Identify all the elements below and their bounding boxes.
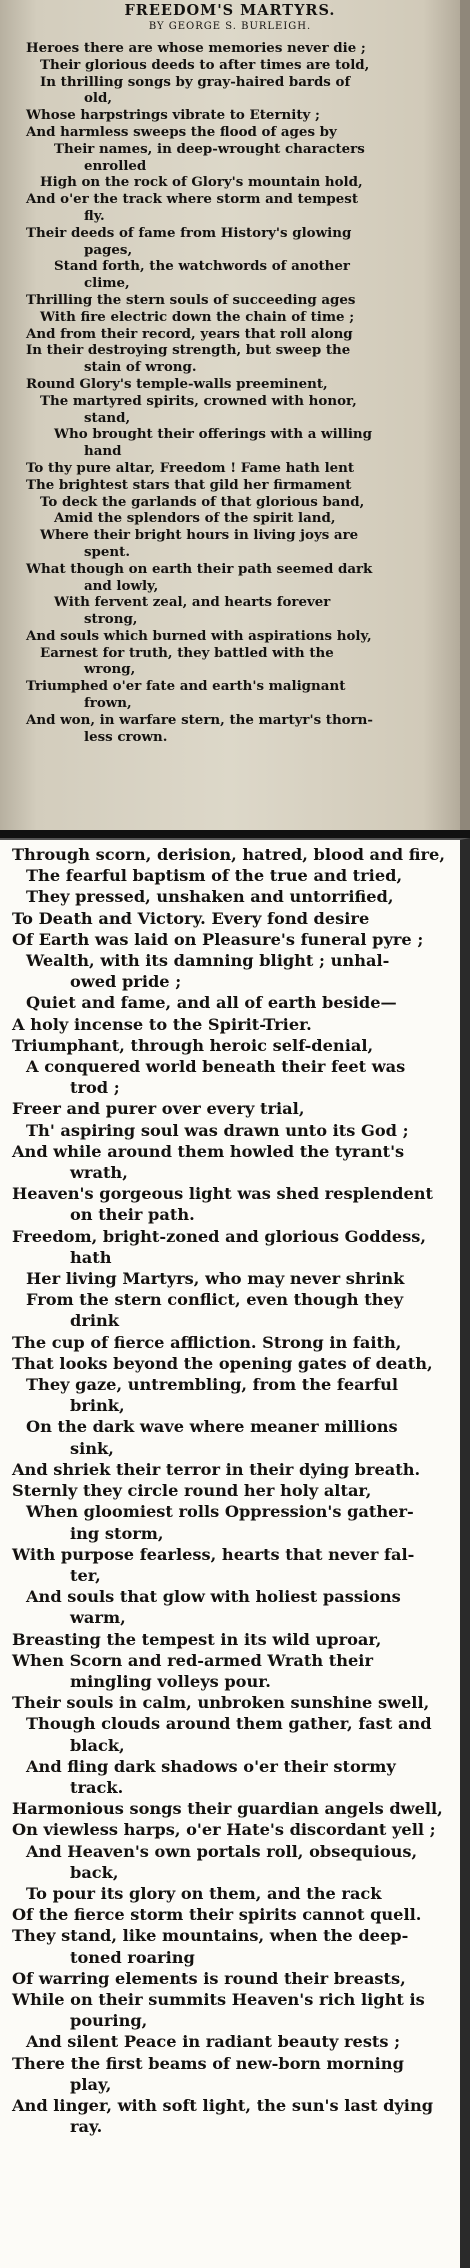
poem-line: They gaze, untrembling, from the fearful <box>26 1375 399 1395</box>
poem-line: And linger, with soft light, the sun's last dying <box>12 2095 434 2115</box>
poem-line: stand, <box>84 409 131 426</box>
poem-line: ing storm, <box>70 1523 164 1543</box>
poem-line: play, <box>70 2074 112 2094</box>
poem-line: track. <box>70 1777 124 1797</box>
poem-line: Th' aspiring soul was drawn unto its God ; <box>26 1120 409 1140</box>
poem-line: trod ; <box>70 1078 120 1098</box>
poem-line: warm, <box>70 1608 126 1628</box>
poem-stanzas-part-1 <box>0 40 460 745</box>
poem-line: frown, <box>84 695 132 712</box>
poem-line: In thrilling songs by gray-haired bards of <box>40 73 351 90</box>
poem-line: Freer and purer over every trial, <box>12 1099 305 1119</box>
poem-line: And souls which burned with aspirations holy, <box>26 627 372 644</box>
poem-line: Of Earth was laid on Pleasure's funeral pyre ; <box>12 929 424 949</box>
poem-line: wrong, <box>84 661 136 678</box>
poem-line: They pressed, unshaken and untorrified, <box>26 887 394 907</box>
poem-line: The fearful baptism of the true and tried, <box>26 866 403 886</box>
poem-line: back, <box>70 1862 119 1882</box>
poem-line: Of the fierce storm their spirits cannot quell. <box>12 1905 422 1925</box>
poem-line: Where their bright hours in living joys are <box>40 527 359 544</box>
poem-line: hand <box>84 443 122 460</box>
poem-line: And souls that glow with holiest passions <box>26 1587 401 1607</box>
poem-line: And while around them howled the tyrant's <box>12 1141 405 1161</box>
poem-line: On the dark wave where meaner millions <box>26 1417 398 1437</box>
poem-line: pouring, <box>70 2011 148 2031</box>
poem-line: brink, <box>70 1396 125 1416</box>
poem-line: There the first beams of new-born morning <box>12 2053 404 2073</box>
poem-line: Heroes there are whose memories never die ; <box>26 40 366 56</box>
poem-line: Amid the splendors of the spirit land, <box>54 510 336 527</box>
poem-line: ter, <box>70 1565 101 1585</box>
poem-line: Their deeds of fame from History's glowing <box>26 224 352 241</box>
poem-line: A holy incense to the Spirit-Trier. <box>12 1014 312 1034</box>
poem-line: And harmless sweeps the flood of ages by <box>26 123 337 140</box>
poem-line: Earnest for truth, they battled with the <box>40 644 334 661</box>
poem-line: Triumphed o'er fate and earth's malignant <box>26 678 346 695</box>
newspaper-clipping-top <box>0 0 470 830</box>
poem-line: With purpose fearless, hearts that never fal- <box>12 1544 415 1564</box>
poem-line: And silent Peace in radiant beauty rests ; <box>26 2032 401 2052</box>
poem-line: While on their summits Heaven's rich light is <box>12 1989 425 2009</box>
poem-line: Sternly they circle round her holy altar, <box>12 1481 372 1501</box>
poem-byline: BY GEORGE S. BURLEIGH. <box>148 21 312 32</box>
poem-line: black, <box>70 1735 125 1755</box>
poem-line: To Death and Victory. Every fond desire <box>12 908 370 928</box>
poem-line: and lowly, <box>84 577 159 594</box>
poem-line: Thrilling the stern souls of succeeding ages <box>26 291 356 308</box>
poem-line: And from their record, years that roll along <box>26 325 353 342</box>
poem-line: toned roaring <box>70 1947 195 1967</box>
poem-line: Though clouds around them gather, fast and <box>26 1714 432 1734</box>
poem-line: Quiet and fame, and all of earth beside— <box>26 993 397 1013</box>
poem-line: And shriek their terror in their dying breath. <box>12 1459 421 1479</box>
poem-line: hath <box>70 1247 112 1267</box>
poem-line: Freedom, bright-zoned and glorious Goddess, <box>12 1226 427 1246</box>
poem-line: clime, <box>84 275 130 292</box>
poem-line: What though on earth their path seemed dark <box>26 560 373 577</box>
poem-line: pages, <box>84 241 133 258</box>
poem-line: stain of wrong. <box>84 359 197 376</box>
poem-line: To deck the garlands of that glorious band, <box>40 493 365 510</box>
poem-line: The brightest stars that gild her firmament <box>26 476 352 493</box>
poem-line: Heaven's gorgeous light was shed resplendent <box>12 1184 433 1204</box>
poem-line: From the stern conflict, even though they <box>26 1290 404 1310</box>
poem-line: When gloomiest rolls Oppression's gather- <box>26 1502 414 1522</box>
poem-line: And fling dark shadows o'er their stormy <box>26 1756 396 1776</box>
poem-line: They stand, like mountains, when the deep- <box>12 1926 409 1946</box>
poem-line: To thy pure altar, Freedom ! Fame hath lent <box>26 459 355 476</box>
poem-line: A conquered world beneath their feet was <box>26 1057 406 1077</box>
poem-line: enrolled <box>84 157 147 174</box>
poem-line: The cup of fierce affliction. Strong in faith, <box>12 1332 402 1352</box>
poem-line: When Scorn and red-armed Wrath their <box>12 1650 373 1670</box>
poem-line: Harmonious songs their guardian angels dwell, <box>12 1799 443 1819</box>
poem-line: Her living Martyrs, who may never shrink <box>26 1269 405 1289</box>
poem-line: strong, <box>84 611 138 628</box>
newspaper-clipping-bottom <box>0 838 470 2268</box>
poem-line: ray. <box>70 2117 103 2137</box>
poem-line: fly. <box>84 207 105 224</box>
poem-line: Through scorn, derision, hatred, blood and fire, <box>12 845 445 864</box>
poem-line: drink <box>70 1311 119 1331</box>
poem-line: Round Glory's temple-walls preeminent, <box>26 375 328 392</box>
poem-line: Their glorious deeds to after times are told, <box>40 56 370 73</box>
poem-line: To pour its glory on them, and the rack <box>26 1883 382 1903</box>
poem-line: High on the rock of Glory's mountain hold, <box>40 174 363 191</box>
poem-line: That looks beyond the opening gates of death, <box>12 1353 433 1373</box>
poem-line: old, <box>84 90 113 107</box>
poem-line: Who brought their offerings with a willing <box>54 426 373 443</box>
poem-line: Triumphant, through heroic self-denial, <box>12 1035 374 1055</box>
poem-line: less crown. <box>84 728 168 745</box>
poem-line: Their souls in calm, unbroken sunshine swell, <box>12 1693 430 1713</box>
poem-title: FREEDOM'S MARTYRS. <box>124 2 336 19</box>
poem-line: mingling volleys pour. <box>70 1671 271 1691</box>
poem-line: spent. <box>84 543 131 560</box>
poem-line: The martyred spirits, crowned with honor, <box>40 392 357 409</box>
poem-line: And won, in warfare stern, the martyr's thorn- <box>26 711 373 728</box>
poem-line: sink, <box>70 1438 114 1458</box>
poem-line: Of warring elements is round their breasts, <box>12 1968 406 1988</box>
poem-line: Wealth, with its damning blight ; unhal- <box>26 951 390 971</box>
poem-line: on their path. <box>70 1205 195 1225</box>
poem-line: And o'er the track where storm and tempest <box>26 191 359 208</box>
poem-line: Whose harpstrings vibrate to Eternity ; <box>26 107 320 124</box>
poem-line: owed pride ; <box>70 972 182 992</box>
poem-line: Their names, in deep-wrought characters <box>54 140 365 157</box>
poem-line: Stand forth, the watchwords of another <box>54 258 350 275</box>
poem-line: With fire electric down the chain of time ; <box>40 308 355 325</box>
poem-line: wrath, <box>70 1163 128 1183</box>
poem-line: In their destroying strength, but sweep the <box>26 342 351 359</box>
poem-line: And Heaven's own portals roll, obsequious, <box>26 1841 418 1861</box>
poem-line: With fervent zeal, and hearts forever <box>54 594 331 611</box>
poem-line: Breasting the tempest in its wild uproar, <box>12 1629 382 1649</box>
poem-line: On viewless harps, o'er Hate's discordant yell ; <box>12 1820 436 1840</box>
poem-stanzas-part-2 <box>0 840 460 2137</box>
